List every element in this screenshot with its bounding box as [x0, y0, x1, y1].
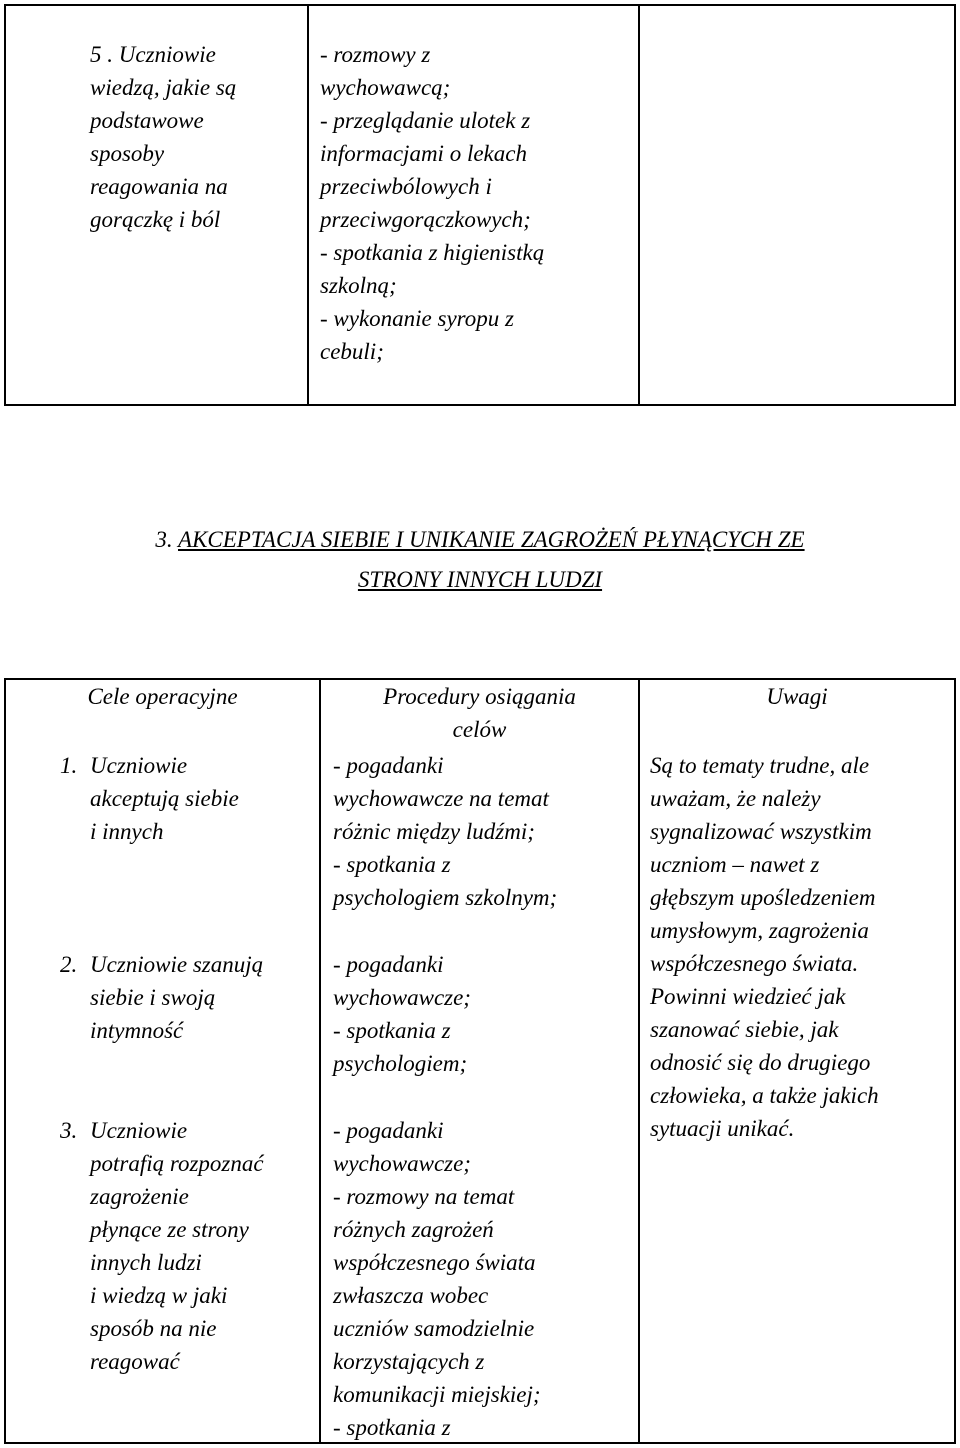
text-line: wychowawcze;: [333, 1151, 471, 1176]
text-line: przeciwbólowych i: [320, 174, 492, 199]
top-procedures-text: [320, 38, 544, 368]
header-procedures-line1: Procedury osiągania: [383, 684, 576, 709]
text-line: - spotkania z: [333, 1018, 451, 1043]
text-line: potrafią rozpoznać: [90, 1151, 264, 1176]
goal-number: 2.: [60, 952, 78, 977]
section-number: 3.: [155, 527, 173, 552]
text-line: różnic między ludźmi;: [333, 819, 535, 844]
text-line: cebuli;: [320, 339, 384, 364]
text-line: i wiedzą w jaki: [90, 1283, 228, 1308]
text-line: [90, 38, 236, 71]
text-line: sytuacji unikać.: [650, 1116, 795, 1141]
text-line: psychologiem;: [333, 1051, 468, 1076]
header-procedures: [319, 680, 640, 746]
procedure-block: [333, 1114, 541, 1444]
goal-item: [60, 749, 239, 848]
text-line: gorączkę i ból: [90, 207, 221, 232]
text-line: uważam, że należy: [650, 786, 821, 811]
text-line: odnosić się do drugiego: [650, 1050, 871, 1075]
header-procedures-line2: celów: [452, 717, 507, 742]
header-remarks: Uwagi: [766, 684, 828, 709]
top-goal-text: [90, 38, 236, 236]
text-line: Są to tematy trudne, ale: [650, 753, 870, 778]
text-line: - przeglądanie ulotek z: [320, 108, 531, 133]
text-line: człowieka, a także jakich: [650, 1083, 879, 1108]
text-line: - pogadanki: [333, 1118, 444, 1143]
text-line: zagrożenie: [90, 1184, 189, 1209]
text-line: współczesnego świata: [333, 1250, 536, 1275]
text-line: reagowania na: [90, 174, 228, 199]
text-line: przeciwgorączkowych;: [320, 207, 531, 232]
text-line: innych ludzi: [90, 1250, 202, 1275]
text-line: płynące ze strony: [90, 1217, 249, 1242]
section-title-line1: AKCEPTACJA SIEBIE I UNIKANIE ZAGROŻEŃ PŁYNĄCYCH ZE: [178, 527, 805, 552]
text-line: - rozmowy na temat: [333, 1184, 515, 1209]
text-line: intymność: [90, 1018, 184, 1043]
text-line: różnych zagrożeń: [333, 1217, 494, 1242]
text-line: uczniów samodzielnie: [333, 1316, 535, 1341]
text-line: siebie i swoją: [90, 985, 216, 1010]
goal-number: 5 .: [90, 42, 113, 67]
text-line: i innych: [90, 819, 164, 844]
text-line: wiedzą, jakie są: [90, 75, 237, 100]
section-heading-line2: [0, 563, 960, 597]
text-line: informacjami o lekach: [320, 141, 527, 166]
goal-item: [60, 948, 263, 1047]
text-line: współczesnego świata.: [650, 951, 859, 976]
text-line: sposoby: [90, 141, 165, 166]
text-line: głębszym upośledzeniem: [650, 885, 876, 910]
text-line: akceptują siebie: [90, 786, 239, 811]
text-line: - spotkania z: [333, 852, 451, 877]
text-line: - rozmowy z: [320, 42, 431, 67]
section-heading: [0, 523, 960, 557]
text-line: Uczniowie: [90, 1118, 188, 1143]
procedure-block: [333, 948, 471, 1080]
text-line: sygnalizować wszystkim: [650, 819, 872, 844]
text-line: korzystających z: [333, 1349, 485, 1374]
text-line: uczniom – nawet z: [650, 852, 820, 877]
text-line: szanować siebie, jak: [650, 1017, 839, 1042]
text-line: podstawowe: [90, 108, 204, 133]
goal-text: [90, 948, 263, 1047]
text-line: wychowawcze na temat: [333, 786, 549, 811]
text-line: - spotkania z higienistką: [320, 240, 545, 265]
text-line: umysłowym, zagrożenia: [650, 918, 869, 943]
goal-text: [90, 749, 239, 848]
text-line: wychowawcze;: [333, 985, 471, 1010]
header-goals: Cele operacyjne: [87, 684, 238, 709]
text-line: wychowawcą;: [320, 75, 451, 100]
remarks-text: [650, 749, 879, 1145]
goal-number: 1.: [60, 753, 78, 778]
procedure-block: [333, 749, 557, 914]
text-line: - spotkania z: [333, 1415, 451, 1440]
text-line: komunikacji miejskiej;: [333, 1382, 541, 1407]
text-line: Uczniowie: [90, 753, 188, 778]
section-title-line2: STRONY INNYCH LUDZI: [357, 567, 603, 592]
text-line: - pogadanki: [333, 952, 444, 977]
text-line: - pogadanki: [333, 753, 444, 778]
goal-number: 3.: [60, 1118, 78, 1143]
text-line: zwłaszcza wobec: [333, 1283, 489, 1308]
text-line: - wykonanie syropu z: [320, 306, 514, 331]
text-line: psychologiem szkolnym;: [333, 885, 558, 910]
goal-item: [60, 1114, 264, 1378]
text-line: Powinni wiedzieć jak: [650, 984, 846, 1009]
text-line: sposób na nie: [90, 1316, 217, 1341]
text-line: reagować: [90, 1349, 180, 1374]
goal-text-first: Uczniowie: [113, 42, 216, 67]
top-table-col3: [638, 4, 956, 406]
text-line: szkolną;: [320, 273, 397, 298]
text-line: Uczniowie szanują: [90, 952, 264, 977]
goal-text: [90, 1114, 264, 1378]
